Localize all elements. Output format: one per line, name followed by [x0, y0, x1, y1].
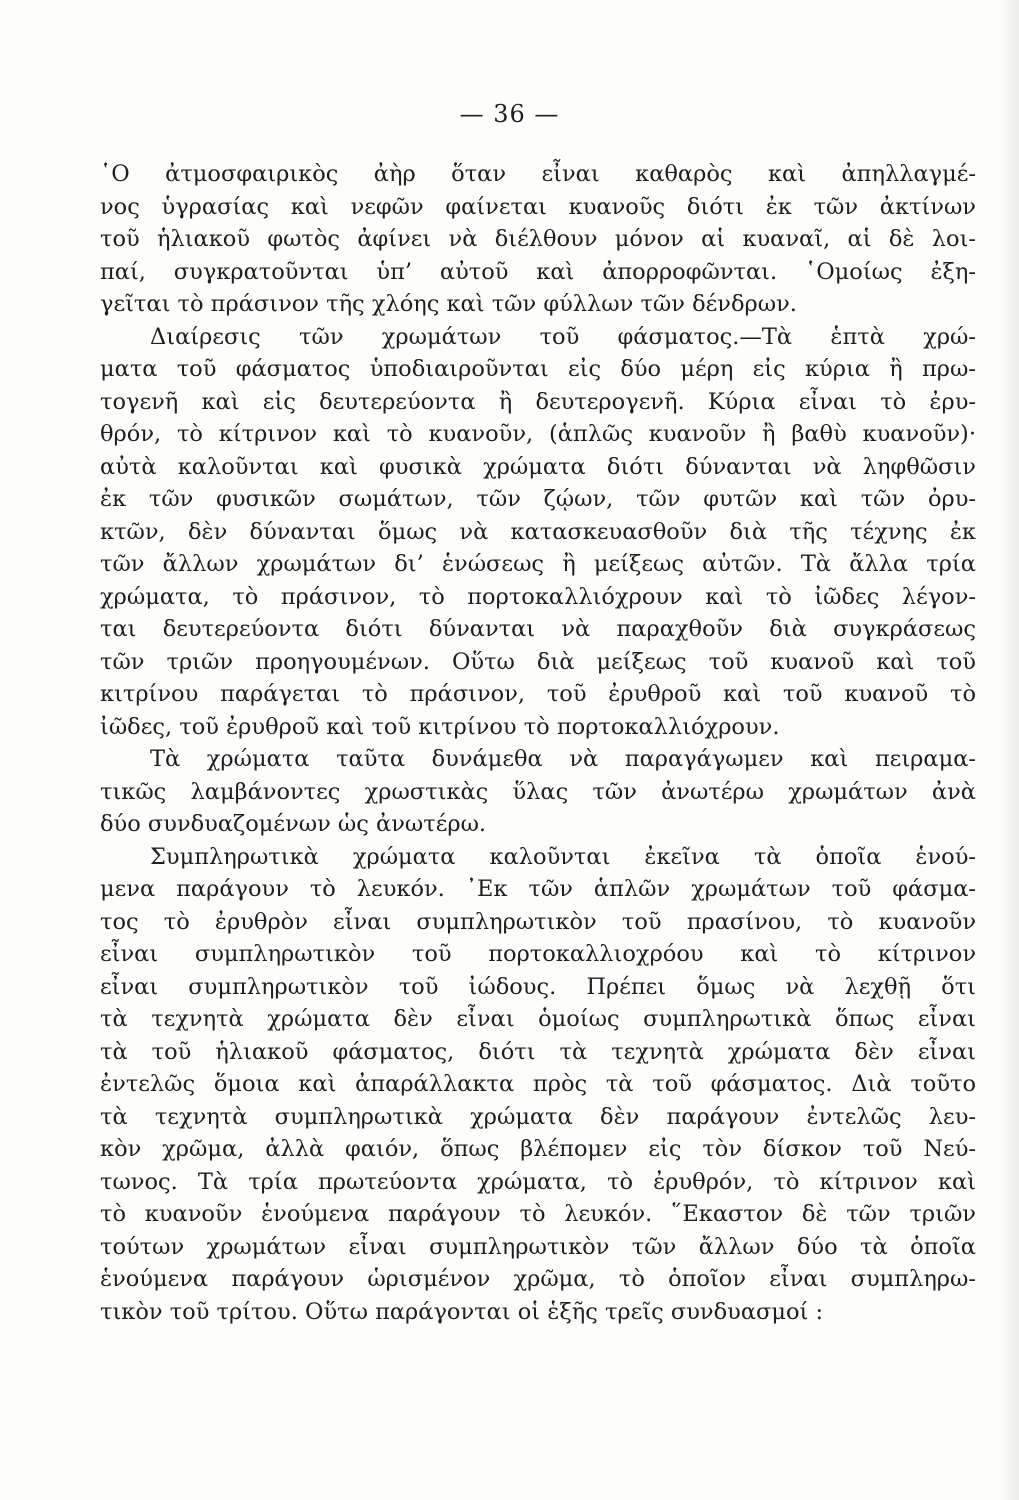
text-line: τὰ τεχνητὰ συμπληρωτικὰ χρώματα δὲν παράγουν ἐντελῶς λευ-	[100, 1103, 976, 1130]
text-line: ματα τοῦ φάσματος ὑποδιαιροῦνται εἰς δύο μέρη εἰς κύρια ἢ πρω-	[100, 356, 976, 382]
text-line: χρώματα, τὸ πράσινον, τὸ πορτοκαλλιόχρουν καὶ τὸ ἰῶδες λέγον-	[100, 583, 976, 610]
text-line: τῶν ἄλλων χρωμάτων δι’ ἑνώσεως ἢ μείξεως αὐτῶν. Τὰ ἄλλα τρία	[100, 551, 976, 577]
text-line: θρόν, τὸ κίτρινον καὶ τὸ κυανοῦν, (ἁπλῶς κυανοῦν ἢ βαθὺ κυανοῦν)·	[100, 421, 976, 447]
text-line: Τὰ χρώματα ταῦτα δυνάμεθα νὰ παραγάγωμεν καὶ πειραμα-	[150, 746, 976, 772]
text-line: κτῶν, δὲν δύνανται ὅμως νὰ κατασκευασθοῦν διὰ τῆς τέχνης ἐκ	[100, 518, 976, 545]
text-line: τικῶς λαμβάνοντες χρωστικὰς ὕλας τῶν ἀνωτέρω χρωμάτων ἀνὰ	[100, 778, 976, 805]
text-line: τῶν τριῶν προηγουμένων. Οὕτω διὰ μείξεως τοῦ κυανοῦ καὶ τοῦ	[100, 648, 976, 675]
text-line: τοῦ ἡλιακοῦ φωτὸς ἀφίνει νὰ διέλθουν μόνον αἱ κυαναῖ, αἱ δὲ λοι-	[100, 226, 976, 252]
text-line: ἑνούμενα παράγουν ὡρισμένον χρῶμα, τὸ ὁποῖον εἶναι συμπληρω-	[100, 1266, 976, 1292]
page-edge-shadow	[1001, 0, 1019, 1500]
text-line: εἶναι συμπληρωτικὸν τοῦ πορτοκαλλιοχρόου καὶ τὸ κίτρινον	[100, 941, 976, 967]
text-line: εἶναι συμπληρωτικὸν τοῦ ἰώδους. Πρέπει ὅμως νὰ λεχθῇ ὅτι	[100, 973, 976, 1000]
body-text	[100, 158, 976, 1328]
text-line: ἐντελῶς ὅμοια καὶ ἀπαράλλακτα πρὸς τὰ τοῦ φάσματος. Διὰ τοῦτο	[100, 1071, 976, 1097]
text-line: μενα παράγουν τὸ λευκόν. ᾿Εκ τῶν ἁπλῶν χρωμάτων τοῦ φάσμα-	[100, 876, 976, 902]
text-line: αὐτὰ καλοῦνται καὶ φυσικὰ χρώματα διότι δύνανται νὰ ληφθῶσιν	[100, 453, 976, 480]
text-line: τὸ κυανοῦν ἑνούμενα παράγουν τὸ λευκόν. ῞Εκαστον δὲ τῶν τριῶν	[100, 1201, 976, 1227]
text-line: ἰῶδες, τοῦ ἐρυθροῦ καὶ τοῦ κιτρίνου τὸ πορτοκαλλιόχρουν.	[100, 713, 780, 740]
text-line: τὰ τοῦ ἡλιακοῦ φάσματος, διότι τὰ τεχνητὰ χρώματα δὲν εἶναι	[100, 1038, 976, 1065]
text-line: παί, συγκρατοῦνται ὑπ’ αὐτοῦ καὶ ἀπορροφῶνται. ῾Ομοίως ἐξη-	[100, 258, 976, 285]
text-line: δύο συνδυαζομένων ὡς ἀνωτέρω.	[100, 811, 487, 837]
text-line: τὰ τεχνητὰ χρώματα δὲν εἶναι ὁμοίως συμπληρωτικὰ ὅπως εἶναι	[100, 1006, 976, 1032]
text-line: νος ὑγρασίας καὶ νεφῶν φαίνεται κυανοῦς διότι ἐκ τῶν ἀκτίνων	[100, 193, 976, 220]
section-heading-line: Συμπληρωτικὰ χρώματα καλοῦνται ἐκεῖνα τὰ ὁποῖα ἑνού-	[150, 843, 976, 870]
text-line: τικὸν τοῦ τρίτου. Οὕτω παράγονται οἱ ἑξῆς τρεῖς συνδυασμοί :	[100, 1298, 824, 1325]
text-line: κιτρίνου παράγεται τὸ πράσινον, τοῦ ἐρυθροῦ καὶ τοῦ κυανοῦ τὸ	[100, 681, 976, 707]
section-heading-line: Διαίρεσις τῶν χρωμάτων τοῦ φάσματος.—Τὰ ἑπτὰ χρώ-	[150, 323, 976, 350]
text-line: κὸν χρῶμα, ἀλλὰ φαιόν, ὅπως βλέπομεν εἰς τὸν δίσκον τοῦ Νεύ-	[100, 1136, 976, 1162]
text-line: τούτων χρωμάτων εἶναι συμπληρωτικὸν τῶν ἄλλων δύο τὰ ὁποῖα	[100, 1233, 976, 1260]
text-line: γεῖται τὸ πράσινον τῆς χλόης καὶ τῶν φύλλων τῶν δένδρων.	[100, 291, 797, 317]
text-line: τωνος. Τὰ τρία πρωτεύοντα χρώματα, τὸ ἐρυθρόν, τὸ κίτρινον καὶ	[100, 1168, 976, 1195]
text-line: τος τὸ ἐρυθρὸν εἶναι συμπληρωτικὸν τοῦ πρασίνου, τὸ κυανοῦν	[100, 908, 976, 935]
page-number: — 36 —	[459, 100, 560, 128]
text-line: ῾Ο ἀτμοσφαιρικὸς ἀὴρ ὅταν εἶναι καθαρὸς καὶ ἀπηλλαγμέ-	[100, 161, 976, 187]
text-line: ται δευτερεύοντα διότι δύνανται νὰ παραχθοῦν διὰ συγκράσεως	[100, 616, 976, 642]
text-line: ἐκ τῶν φυσικῶν σωμάτων, τῶν ζῴων, τῶν φυτῶν καὶ τῶν ὀρυ-	[100, 486, 976, 512]
text-line: τογενῆ καὶ εἰς δευτερεύοντα ἢ δευτερογενῆ. Κύρια εἶναι τὸ ἐρυ-	[100, 388, 976, 415]
